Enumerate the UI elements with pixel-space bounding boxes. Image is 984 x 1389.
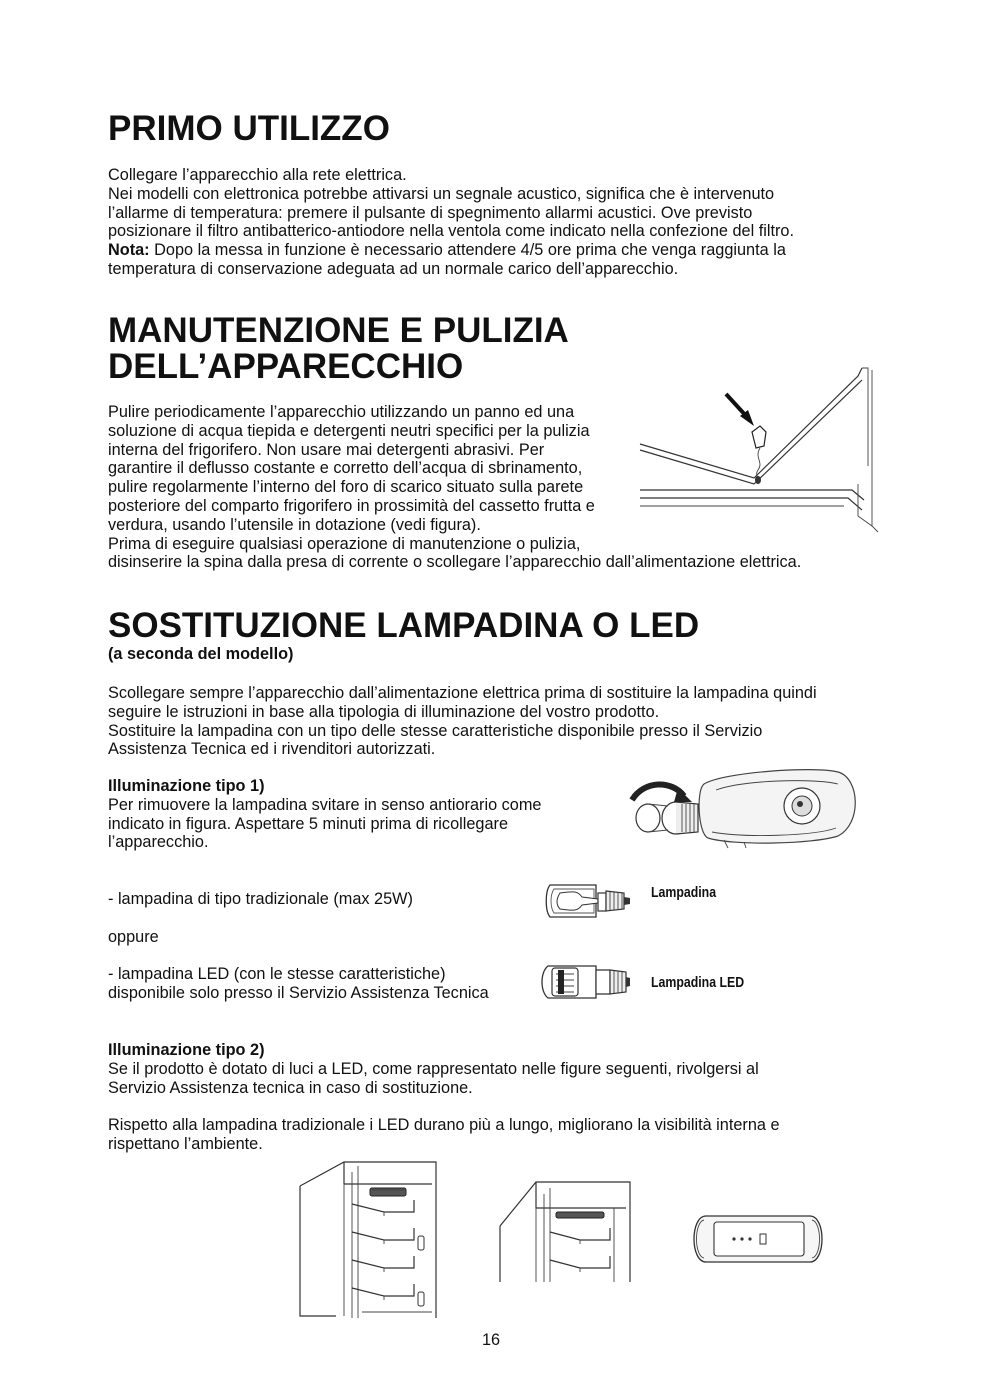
- text-line: Sostituire la lampadina con un tipo delle stesse caratteristiche disponibile presso il Servizio: [108, 721, 763, 740]
- text-line: disinserire la spina dalla presa di corrente o scollegare l’apparecchio dall’alimentazione elettrica.: [108, 553, 802, 572]
- sostituzione-intro: [108, 684, 898, 759]
- bulb-traditional-text: - lampadina di tipo tradizionale (max 25W): [108, 890, 413, 908]
- text-line: pulire regolarmente l’interno del foro di scarico situato sulla parete: [108, 478, 584, 497]
- text-line: - lampadina LED (con le stesse caratteristiche): [108, 965, 446, 983]
- illuminazione-tipo2: [108, 1041, 898, 1097]
- text-line: Assistenza Tecnica ed i rivenditori autorizzati.: [108, 740, 436, 759]
- sostituzione-heading: SOSTITUZIONE LAMPADINA O LED: [108, 606, 700, 645]
- text-line: interna del frigorifero. Non usare mai detergenti abrasivi. Per: [108, 440, 545, 459]
- text-line: Scollegare sempre l’apparecchio dall’alimentazione elettrica prima di sostituire la lampadina quindi: [108, 684, 817, 702]
- text-line: garantire il deflusso costante e corretto dell’acqua di sbrinamento,: [108, 459, 583, 478]
- text-line: seguire le istruzioni in base alla tipologia di illuminazione del vostro prodotto.: [108, 702, 660, 721]
- page-number: 16: [482, 1331, 501, 1349]
- led-advantages-text: [108, 1116, 898, 1154]
- text-line: posizionare il filtro antibatterico-antiodore nella ventola come indicato nella confezione del filtro.: [108, 222, 795, 241]
- drain-hole-illustration: [636, 366, 880, 534]
- manutenzione-heading-line1: MANUTENZIONE E PULIZIA: [108, 311, 569, 350]
- manutenzione-heading-line2: DELL’APPARECCHIO: [108, 347, 464, 386]
- lamp-removal-illustration: [624, 766, 860, 850]
- note-label: Nota:: [108, 241, 150, 260]
- text-line: posteriore del comparto frigorifero in prossimità del cassetto frutta e: [108, 496, 595, 515]
- tipo1-heading: Illuminazione tipo 1): [108, 777, 265, 795]
- sostituzione-subtitle: (a seconda del modello): [108, 645, 294, 663]
- text-line: Se il prodotto è dotato di luci a LED, come rappresentato nelle figure seguenti, rivolgersi al: [108, 1059, 759, 1078]
- text-line: Per rimuovere la lampadina svitare in senso antiorario come: [108, 795, 542, 814]
- note-line: [108, 241, 888, 260]
- text-line: verdura, usando l’utensile in dotazione (vedi figura).: [108, 515, 481, 534]
- text-line: Rispetto alla lampadina tradizionale i LED durano più a lungo, migliorano la visibilità interna e: [108, 1116, 780, 1134]
- text-line: soluzione di acqua tiepida e detergenti neutri specifici per la pulizia: [108, 421, 590, 440]
- text-line: disponibile solo presso il Servizio Assistenza Tecnica: [108, 983, 489, 1002]
- text-line: Pulire periodicamente l’apparecchio utilizzando un panno ed una: [108, 403, 575, 421]
- text-line: l’apparecchio.: [108, 833, 209, 852]
- illuminazione-tipo1: [108, 777, 588, 852]
- text-line: l’allarme di temperatura: premere il pulsante di spegnimento allarmi acustici. Ove previsto: [108, 203, 753, 222]
- oppure-text: oppure: [108, 928, 159, 946]
- bulb-led-text: [108, 965, 489, 1003]
- traditional-bulb-icon: [544, 881, 632, 921]
- led-bulb-icon: [540, 962, 632, 1002]
- fridge-led-figure-1: [296, 1160, 442, 1322]
- text-line: Prima di eseguire qualsiasi operazione di manutenzione o pulizia,: [108, 534, 581, 553]
- fridge-led-figure-2: [496, 1174, 638, 1286]
- note-text: Dopo la messa in funzione è necessario attendere 4/5 ore prima che venga raggiunta la: [149, 241, 786, 260]
- text-line: temperatura di conservazione adeguata ad un normale carico dell’apparecchio.: [108, 259, 679, 278]
- text-line: indicato in figura. Aspettare 5 minuti prima di ricollegare: [108, 814, 508, 833]
- text-line: Collegare l’apparecchio alla rete elettrica.: [108, 166, 407, 184]
- led-module-figure: [686, 1212, 828, 1266]
- bulb-caption: Lampadina: [651, 885, 717, 901]
- primo-utilizzo-text: [108, 166, 888, 279]
- tipo2-heading: Illuminazione tipo 2): [108, 1041, 265, 1059]
- primo-utilizzo-heading: PRIMO UTILIZZO: [108, 109, 390, 148]
- text-line: Nei modelli con elettronica potrebbe attivarsi un segnale acustico, significa che è intervenuto: [108, 184, 775, 203]
- text-line: Servizio Assistenza tecnica in caso di sostituzione.: [108, 1078, 473, 1097]
- text-line: rispettano l’ambiente.: [108, 1134, 263, 1153]
- led-caption: Lampadina LED: [651, 975, 745, 991]
